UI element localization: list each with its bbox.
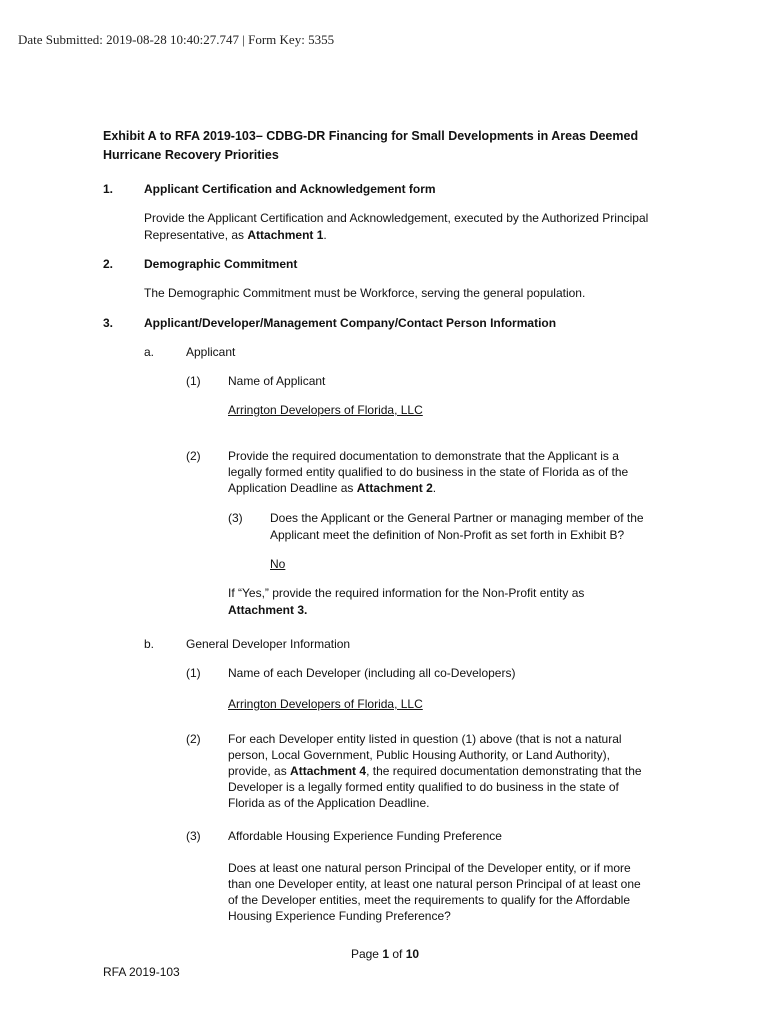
a-q3-line-2: Applicant meet the definition of Non-Profit as set forth in Exhibit B? (270, 528, 625, 542)
attachment-3-ref: Attachment 3. (228, 603, 308, 617)
section-3-number: 3. (103, 316, 114, 330)
b-q1-number: (1) (186, 666, 201, 680)
subsection-b-letter: b. (144, 637, 155, 651)
subsection-b-label: General Developer Information (186, 637, 351, 651)
developer-name-answer: Arrington Developers of Florida, LLC (228, 697, 423, 711)
section-2-number: 2. (103, 257, 114, 271)
footer-rfa-id: RFA 2019-103 (103, 965, 180, 979)
page-current: 1 (382, 947, 389, 961)
title-line-2: Hurricane Recovery Priorities (103, 148, 279, 162)
section-1-body-line-1: Provide the Applicant Certification and Acknowledgement, executed by the Authorized Principal (144, 211, 649, 225)
b-q2-line-3: provide, as Attachment 4, the required documentation demonstrating that the (228, 764, 642, 778)
b-q2-line-2: person, Local Government, Public Housing Authority, or Land Authority), (228, 748, 610, 762)
attachment-4-ref: Attachment 4 (290, 764, 367, 778)
a-q2-line-1: Provide the required documentation to demonstrate that the Applicant is a (228, 449, 619, 463)
subsection-a-letter: a. (144, 345, 155, 359)
section-2-body: The Demographic Commitment must be Workforce, serving the general population. (144, 286, 586, 300)
b-q2-line-5: Florida as of the Application Deadline. (228, 796, 430, 810)
b-q3-label: Affordable Housing Experience Funding Preference (228, 829, 502, 843)
b-q3-line-2: than one Developer entity, at least one natural person Principal of at least one (228, 877, 641, 891)
b-q1-label: Name of each Developer (including all co-Developers) (228, 666, 516, 680)
a-q3-note-line-1: If “Yes,” provide the required information for the Non-Profit entity as (228, 586, 585, 600)
subsection-a-label: Applicant (186, 345, 236, 359)
a-q2-line-3: Application Deadline as Attachment 2. (228, 481, 437, 495)
a-q2-number: (2) (186, 449, 201, 463)
b-q2-line-4: Developer is a legally formed entity qualified to do business in the state of (228, 780, 619, 794)
header-separator: | (242, 32, 245, 47)
section-1-body-line-2: Representative, as Attachment 1. (144, 228, 327, 242)
date-submitted-label: Date Submitted: (18, 32, 103, 47)
document-title (103, 127, 663, 165)
a-q2-line-2: legally formed entity qualified to do business in the state of Florida as of the (228, 465, 629, 479)
b-q2-line-1: For each Developer entity listed in question (1) above (that is not a natural (228, 732, 622, 746)
attachment-2-ref: Attachment 2 (356, 481, 433, 495)
non-profit-answer: No (270, 557, 286, 571)
a-q1-label: Name of Applicant (228, 374, 326, 388)
a-q1-number: (1) (186, 374, 201, 388)
section-1-number: 1. (103, 182, 114, 196)
applicant-name-answer: Arrington Developers of Florida, LLC (228, 403, 423, 417)
b-q3-line-1: Does at least one natural person Principal of the Developer entity, or if more (228, 861, 631, 875)
b-q3-number: (3) (186, 829, 201, 843)
a-q3-number: (3) (228, 511, 243, 525)
attachment-1-ref: Attachment 1 (247, 228, 324, 242)
b-q3-line-4: Housing Experience Funding Preference? (228, 909, 451, 923)
form-submission-header (18, 32, 334, 48)
form-key-label: Form Key: (248, 32, 305, 47)
date-submitted-value: 2019-08-28 10:40:27.747 (106, 32, 239, 47)
page-total: 10 (405, 947, 420, 961)
title-line-1: Exhibit A to RFA 2019-103– CDBG-DR Financing for Small Developments in Areas Deemed (103, 129, 639, 143)
form-key-value: 5355 (308, 32, 335, 47)
section-2-heading: Demographic Commitment (144, 257, 298, 271)
a-q3-line-1: Does the Applicant or the General Partner or managing member of the (270, 511, 644, 525)
b-q3-line-3: of the Developer entities, meet the requirements to qualify for the Affordable (228, 893, 631, 907)
section-1-heading: Applicant Certification and Acknowledgement form (144, 182, 436, 196)
section-3-heading: Applicant/Developer/Management Company/Contact Person Information (144, 316, 557, 330)
page-number: Page 1 of 10 (350, 947, 420, 961)
b-q2-number: (2) (186, 732, 201, 746)
